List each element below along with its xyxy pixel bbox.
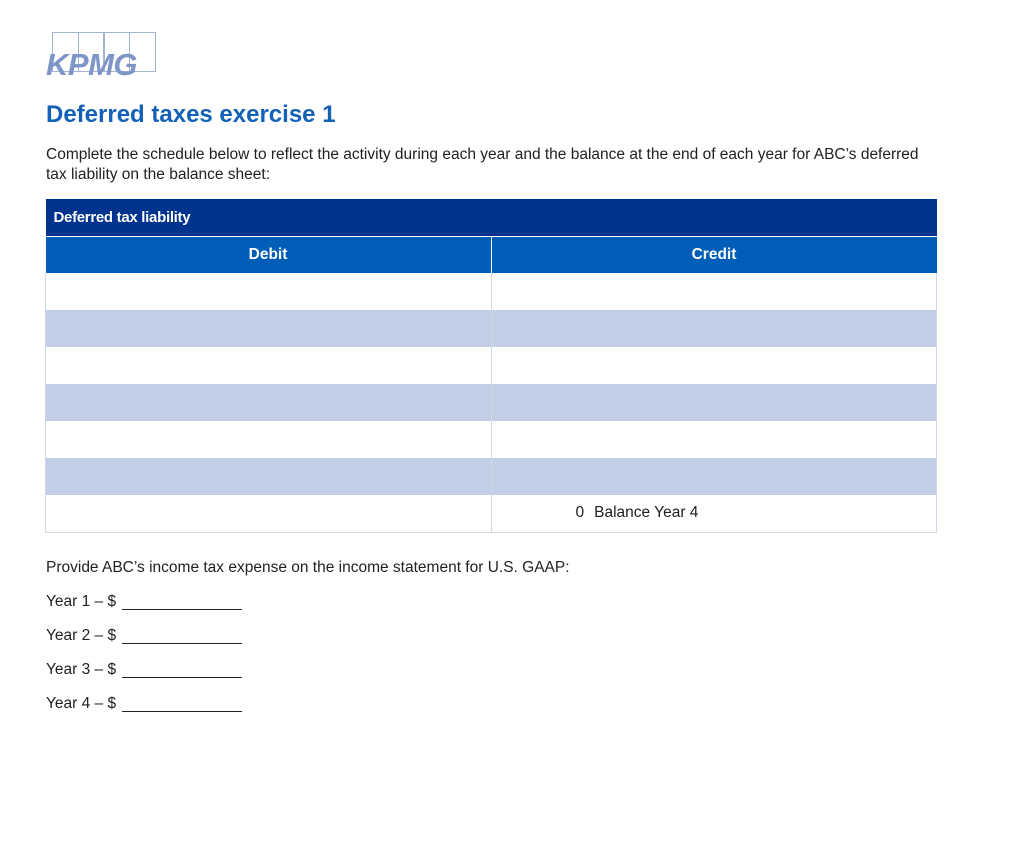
- page-title: Deferred taxes exercise 1: [46, 101, 336, 128]
- debit-cell[interactable]: [46, 384, 492, 421]
- credit-cell[interactable]: [491, 458, 937, 495]
- answer-blank[interactable]: [122, 626, 242, 644]
- answer-label: Year 2 – $: [46, 627, 117, 644]
- answer-list: [46, 592, 242, 728]
- credit-cell[interactable]: [491, 273, 937, 310]
- balance-label: Balance Year 4: [594, 504, 699, 522]
- debit-cell[interactable]: [46, 421, 492, 458]
- schedule-header-row: [46, 236, 937, 273]
- balance-row: [46, 495, 937, 532]
- schedule-caption: Deferred tax liability: [46, 199, 937, 236]
- logo-text: KPMG: [46, 47, 137, 82]
- credit-cell[interactable]: [491, 347, 937, 384]
- credit-cell[interactable]: [491, 421, 937, 458]
- answer-blank[interactable]: [122, 660, 242, 678]
- debit-cell[interactable]: [46, 495, 492, 532]
- kpmg-logo: [46, 32, 166, 82]
- answer-blank[interactable]: [122, 592, 242, 610]
- table-row: [46, 421, 937, 458]
- answer-blank[interactable]: [122, 694, 242, 712]
- debit-header: Debit: [46, 236, 492, 273]
- answer-year-4: [46, 694, 242, 728]
- schedule-caption-row: [46, 199, 937, 236]
- answer-label: Year 1 – $: [46, 593, 117, 610]
- table-row: [46, 347, 937, 384]
- table-row: [46, 384, 937, 421]
- answer-year-1: [46, 592, 242, 626]
- balance-value: 0: [575, 504, 585, 522]
- table-row: [46, 273, 937, 310]
- debit-cell[interactable]: [46, 310, 492, 347]
- answer-label: Year 4 – $: [46, 695, 117, 712]
- debit-cell[interactable]: [46, 273, 492, 310]
- credit-cell[interactable]: [491, 384, 937, 421]
- debit-cell[interactable]: [46, 458, 492, 495]
- credit-cell[interactable]: [491, 310, 937, 347]
- answer-label: Year 3 – $: [46, 661, 117, 678]
- income-tax-question: Provide ABC’s income tax expense on the income statement for U.S. GAAP:: [46, 559, 570, 576]
- table-row: [46, 310, 937, 347]
- answer-year-3: [46, 660, 242, 694]
- intro-paragraph: Complete the schedule below to reflect the activity during each year and the balance at the end of each year for ABC’s deferred tax liability on the balance sheet:: [46, 146, 919, 183]
- answer-year-2: [46, 626, 242, 660]
- debit-cell[interactable]: [46, 347, 492, 384]
- table-row: [46, 458, 937, 495]
- credit-header: Credit: [491, 236, 937, 273]
- deferred-tax-schedule: [45, 199, 937, 533]
- balance-cell[interactable]: [491, 495, 937, 532]
